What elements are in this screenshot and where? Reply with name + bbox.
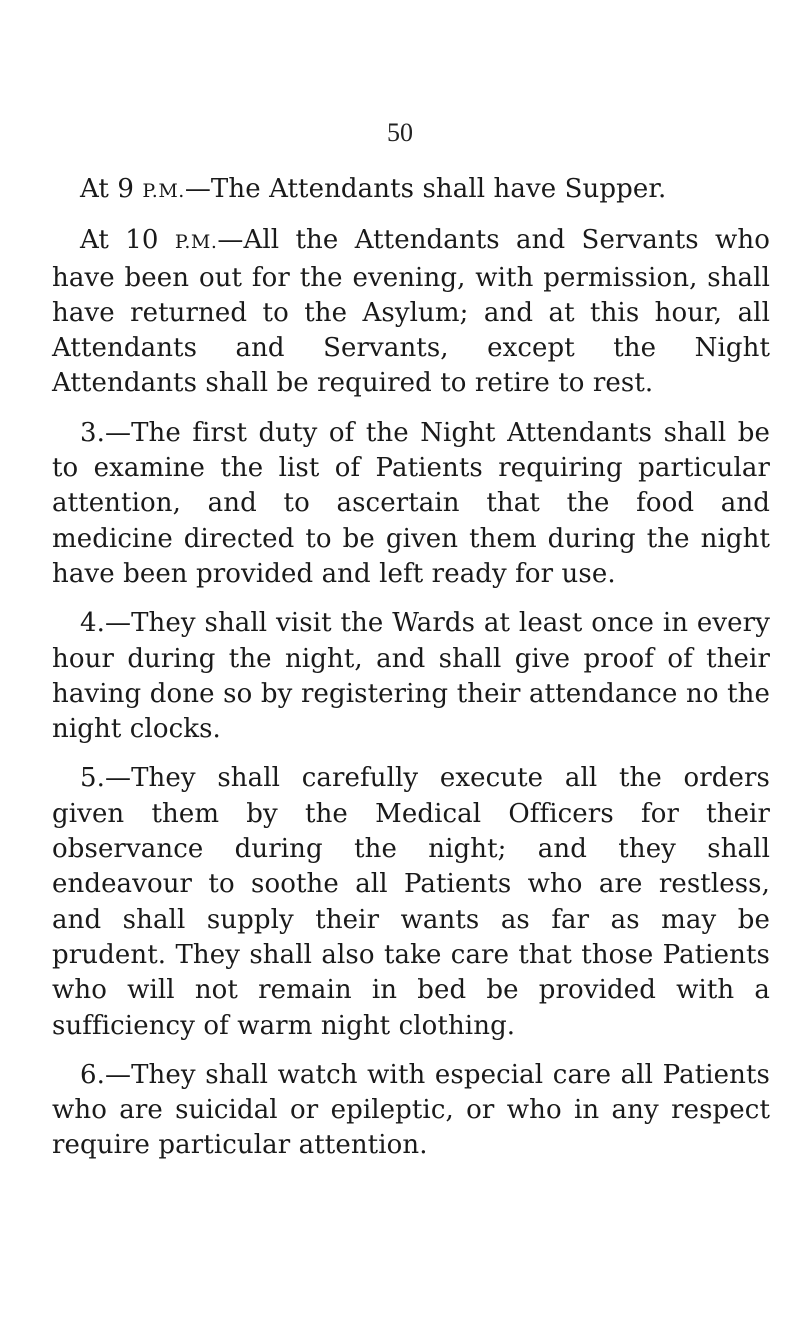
time-label: At 10 bbox=[80, 225, 159, 256]
paragraph-rule-6: 6.—They shall watch with especial care all Patients who are suicidal or epileptic, or who in any respect require particular attention. bbox=[52, 1059, 770, 1161]
paragraph-10pm bbox=[52, 223, 770, 401]
time-period: P.M. bbox=[142, 180, 185, 202]
time-period: P.M. bbox=[174, 231, 218, 254]
time-label: At 9 bbox=[80, 174, 134, 204]
paragraph-text: —All the Attendants and Servants who have been out for the evening, with permission, shall have returned to the Asylum; and at this hour, all Attendants and Servants, except the Night Attendants shall be required to retire to rest. bbox=[52, 225, 770, 399]
paragraph-9pm bbox=[52, 172, 770, 209]
paragraph-rule-5: 5.—They shall carefully execute all the orders given them by the Medical Officers for their observance during the night; and they shall endeavour to soothe all Patients who are restless, and shall supply their wants as far as may be prudent. They shall also take care that those Patients who will not remain in bed be provided with a sufficiency of warm night clothing. bbox=[52, 763, 770, 1041]
paragraph-rule-3: 3.—The first duty of the Night Attendants shall be to examine the list of Patients requiring particular attention, and to ascertain that the food and medicine directed to be given them during the night have been provided and left ready for use. bbox=[52, 417, 770, 589]
paragraph-rule-4: 4.—They shall visit the Wards at least once in every hour during the night, and shall give proof of their having done so by registering their attendance no the night clocks. bbox=[52, 608, 770, 745]
body-text bbox=[52, 172, 770, 1164]
paragraph-text: —The Attendants shall have Supper. bbox=[184, 174, 667, 204]
page-number: 50 bbox=[387, 118, 413, 147]
